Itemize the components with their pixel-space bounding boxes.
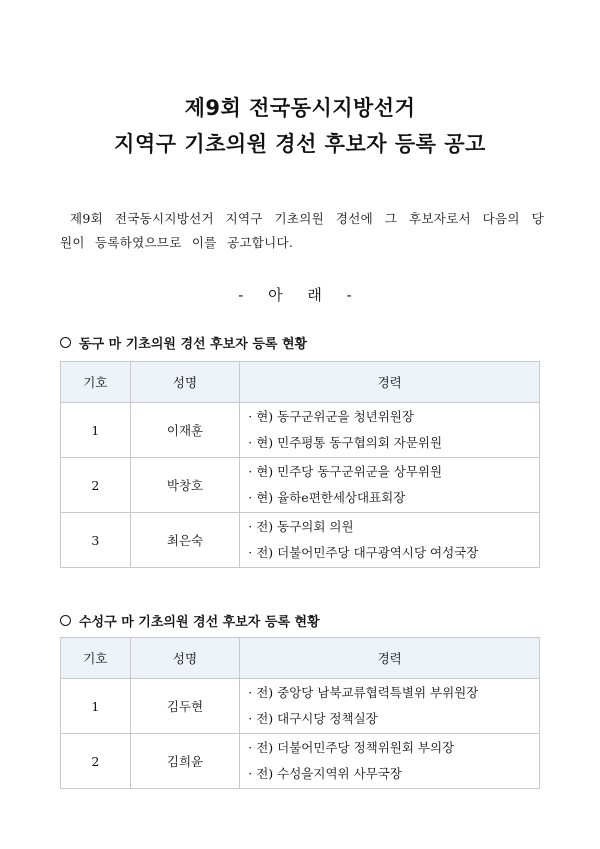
notice-divider: - 아 래 - [238, 286, 362, 304]
header-num: 기호 [61, 638, 131, 679]
cell-name: 이재훈 [130, 403, 240, 458]
career-item: · 전) 수성을지역위 사무국장 [248, 766, 402, 781]
section-heading-text: 수성구 마 기초의원 경선 후보자 등록 현황 [79, 615, 320, 630]
intro-paragraph: 제9회 전국동시지방선거 지역구 기초의원 경선에 그 후보자로서 다음의 당원이 등록하였으므로 이를 공고합니다. [60, 211, 544, 250]
cell-num: 3 [61, 513, 131, 568]
table-row [61, 679, 540, 734]
career-item: · 전) 대구시당 정책실장 [248, 711, 378, 726]
cell-name: 최은숙 [130, 513, 240, 568]
cell-career [240, 513, 540, 568]
table-row [61, 734, 540, 789]
header-name: 성명 [130, 638, 240, 679]
table-row [61, 513, 540, 568]
title-line-2: 지역구 기초의원 경선 후보자 등록 공고 [114, 132, 486, 156]
circle-bullet-icon [60, 615, 71, 626]
header-name: 성명 [130, 362, 240, 403]
table-row [61, 403, 540, 458]
section-heading-donggu [60, 333, 307, 352]
section-heading-text: 동구 마 기초의원 경선 후보자 등록 현황 [79, 337, 308, 352]
cell-num: 1 [61, 679, 131, 734]
cell-career [240, 679, 540, 734]
cell-num: 2 [61, 734, 131, 789]
circle-bullet-icon [60, 337, 71, 348]
table-header-row [61, 362, 540, 403]
career-item: · 현) 동구군위군을 청년위원장 [248, 409, 414, 424]
cell-num: 1 [61, 403, 131, 458]
header-num: 기호 [61, 362, 131, 403]
career-item: · 전) 더불어민주당 정책위원회 부의장 [248, 740, 455, 755]
career-item: · 전) 동구의회 의원 [248, 519, 354, 534]
table-row [61, 458, 540, 513]
candidate-table-donggu [60, 361, 540, 568]
cell-num: 2 [61, 458, 131, 513]
header-career: 경력 [240, 362, 540, 403]
section-heading-suseonggu [60, 611, 320, 630]
table-header-row [61, 638, 540, 679]
career-item: · 전) 더불어민주당 대구광역시당 여성국장 [248, 545, 479, 560]
cell-name: 김두현 [130, 679, 240, 734]
cell-name: 박창호 [130, 458, 240, 513]
career-item: · 현) 민주당 동구군위군을 상무위원 [248, 464, 443, 479]
cell-career [240, 734, 540, 789]
cell-career [240, 458, 540, 513]
career-item: · 현) 민주평통 동구협의회 자문위원 [248, 435, 443, 450]
title-line-1: 제9회 전국동시지방선거 [184, 96, 416, 120]
career-item: · 전) 중앙당 남북교류협력특별위 부위원장 [248, 685, 479, 700]
candidate-table-suseonggu [60, 637, 540, 789]
cell-name: 김희윤 [130, 734, 240, 789]
career-item: · 현) 율하e편한세상대표회장 [248, 490, 406, 505]
header-career: 경력 [240, 638, 540, 679]
cell-career [240, 403, 540, 458]
